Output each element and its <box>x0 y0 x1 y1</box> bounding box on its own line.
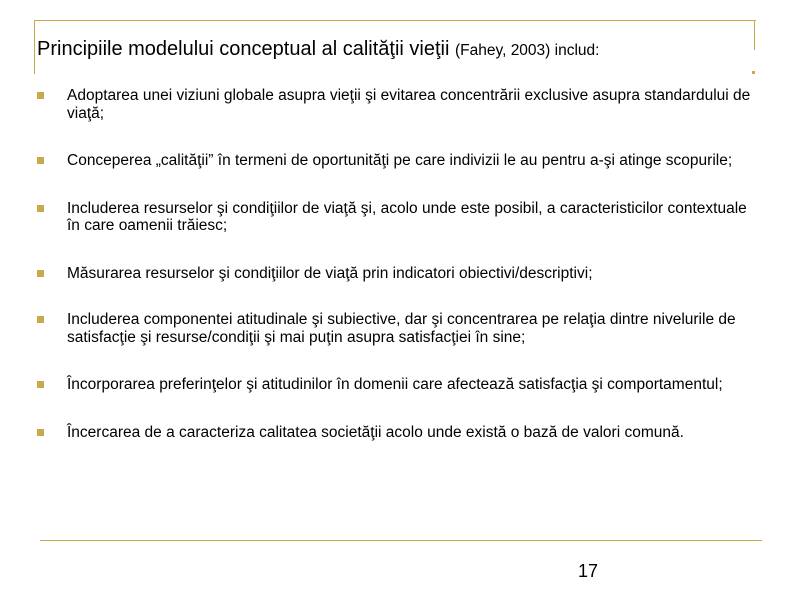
square-bullet-icon <box>37 270 44 277</box>
square-bullet-icon <box>37 429 44 436</box>
bullet-text: Încercarea de a caracteriza calitatea societăţii acolo unde există o bază de valori comună. <box>67 423 684 441</box>
bullet-list <box>37 87 757 441</box>
bullet-text: Includerea resurselor şi condiţiilor de viaţă şi, acolo unde este posibil, a caracteristicilor contextuale în care oamenii trăiesc; <box>67 199 747 234</box>
slide-title-citation: (Fahey, 2003) includ: <box>454 42 600 59</box>
slide-title <box>37 37 747 63</box>
footer-rule <box>40 540 762 541</box>
slide-title-main: Principiile modelului conceptual al calităţii vieţii <box>37 38 455 60</box>
bullet-item <box>37 265 757 283</box>
bullet-text: Încorporarea preferinţelor şi atitudinilor în domenii care afectează satisfacţia şi comportamentul; <box>67 376 723 393</box>
bullet-text: Adoptarea unei viziuni globale asupra vieţii şi evitarea concentrării exclusive asupra standardului de viaţă; <box>67 87 751 122</box>
square-bullet-icon <box>37 92 44 99</box>
bullet-item <box>37 87 757 122</box>
square-bullet-icon <box>37 381 44 388</box>
title-frame-corner-dot <box>752 71 755 74</box>
bullet-item <box>37 152 757 170</box>
title-frame-left-rule <box>34 20 35 74</box>
title-frame-top-rule <box>34 20 756 21</box>
square-bullet-icon <box>37 316 44 323</box>
page-number: 17 <box>578 561 599 581</box>
bullet-item <box>37 376 757 394</box>
square-bullet-icon <box>37 205 44 212</box>
bullet-item <box>37 424 757 442</box>
bullet-text: Includerea componentei atitudinale şi subiective, dar şi concentrarea pe relaţia dintre nivelurile de satisfacţie şi resurse/condiţii şi mai puţin asupra satisfacţiei în sine; <box>67 311 736 346</box>
square-bullet-icon <box>37 157 44 164</box>
bullet-text: Conceperea „calităţii” în termeni de oportunităţi pe care indivizii le au pentru a-şi atinge scopurile; <box>67 152 733 169</box>
bullet-text: Măsurarea resurselor şi condiţiilor de viaţă prin indicatori obiectivi/descriptivi; <box>67 264 593 282</box>
bullet-item <box>37 200 757 235</box>
bullet-item <box>37 311 757 346</box>
title-frame-right-rule <box>754 20 755 50</box>
